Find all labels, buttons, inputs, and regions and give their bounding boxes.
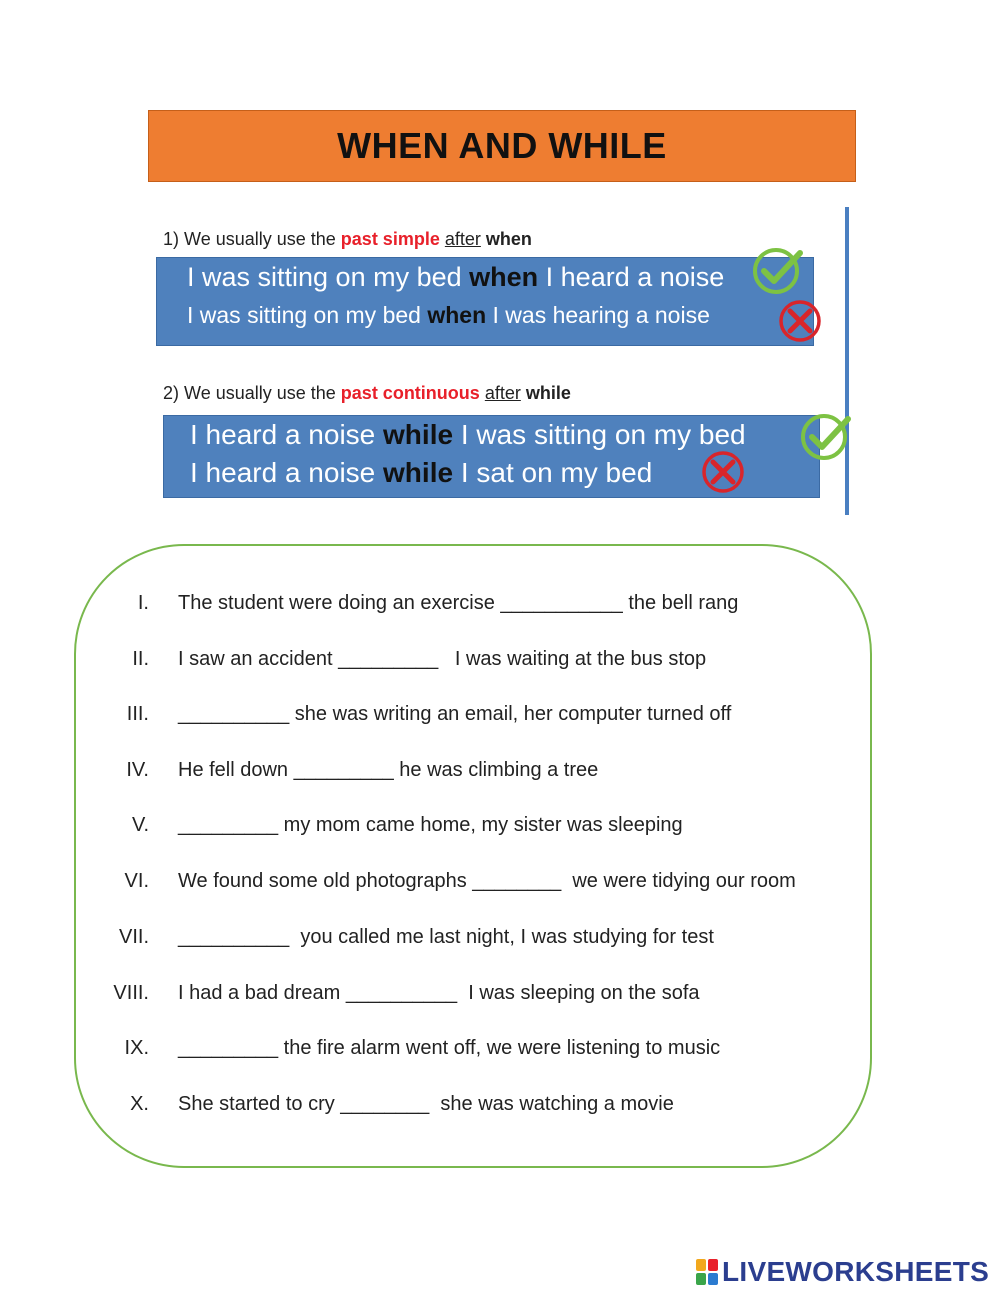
exercise-item	[76, 814, 874, 844]
title-banner	[148, 110, 856, 182]
rule-1-examples	[156, 257, 814, 346]
exercise-item	[76, 1093, 874, 1123]
example-incorrect: I heard a noise while I sat on my bed	[190, 457, 653, 488]
exercise-sentence[interactable]: __________ she was writing an email, her computer turned off	[178, 703, 732, 725]
example-correct: I heard a noise while I was sitting on my bed	[190, 419, 746, 450]
example-keyword: when	[469, 262, 539, 292]
logo-mark-icon	[696, 1259, 718, 1285]
exercise-sentence[interactable]: I saw an accident _________ I was waiting at the bus stop	[178, 648, 707, 670]
exercise-item	[76, 870, 874, 900]
exercise-item	[76, 982, 874, 1012]
exercise-number: I.	[137, 592, 149, 614]
example-correct: I was sitting on my bed when I heard a noise	[187, 262, 725, 292]
rule-number: 2)	[163, 383, 180, 403]
exercise-item	[76, 926, 874, 956]
example-keyword: while	[383, 457, 454, 488]
exercise-number: VII.	[118, 926, 149, 948]
exercise-number: II.	[132, 648, 149, 670]
rule-tense: past simple	[340, 229, 440, 249]
exercise-item	[76, 592, 874, 622]
exercise-number: V.	[131, 814, 149, 836]
example-keyword: when	[427, 302, 487, 328]
cross-icon	[778, 299, 822, 343]
exercise-panel	[74, 544, 872, 1168]
cross-icon	[701, 450, 745, 494]
rule-keyword: when	[485, 229, 532, 249]
exercise-item	[76, 1037, 874, 1067]
page-title: WHEN AND WHILE	[337, 125, 667, 166]
exercise-number: IV.	[126, 759, 149, 781]
logo-text: LIVEWORKSHEETS	[722, 1256, 990, 1287]
exercise-number: VIII.	[113, 982, 149, 1004]
rule-intro: We usually use the	[184, 383, 341, 403]
exercise-sentence[interactable]: I had a bad dream __________ I was sleeping on the sofa	[178, 982, 700, 1004]
rule-tense: past continuous	[340, 383, 480, 403]
vertical-divider	[845, 207, 849, 515]
rule-keyword: while	[525, 383, 571, 403]
check-icon	[800, 413, 852, 461]
exercise-sentence[interactable]: The student were doing an exercise ___________ the bell rang	[178, 592, 739, 614]
exercise-number: IX.	[124, 1037, 149, 1059]
rule-after: after	[444, 229, 481, 249]
rule-1-text	[163, 229, 532, 250]
exercise-item	[76, 648, 874, 678]
rule-2-text	[163, 383, 571, 404]
rule-after: after	[484, 383, 521, 403]
exercise-sentence[interactable]: He fell down _________ he was climbing a tree	[178, 759, 599, 781]
check-icon	[752, 247, 804, 295]
exercise-sentence[interactable]: We found some old photographs ________ we were tidying our room	[178, 870, 796, 892]
exercise-sentence[interactable]: _________ my mom came home, my sister was sleeping	[178, 814, 683, 836]
exercise-sentence[interactable]: She started to cry ________ she was watching a movie	[178, 1093, 674, 1115]
exercise-item	[76, 703, 874, 733]
exercise-number: VI.	[124, 870, 149, 892]
exercise-number: III.	[126, 703, 149, 725]
exercise-sentence[interactable]: __________ you called me last night, I was studying for test	[178, 926, 714, 948]
exercise-sentence[interactable]: _________ the fire alarm went off, we were listening to music	[178, 1037, 721, 1059]
liveworksheets-logo[interactable]	[696, 1256, 989, 1288]
example-incorrect: I was sitting on my bed when I was hearing a noise	[187, 302, 710, 328]
rule-intro: We usually use the	[184, 229, 341, 249]
exercise-item	[76, 759, 874, 789]
exercise-number: X.	[130, 1093, 149, 1115]
example-keyword: while	[383, 419, 454, 450]
rule-number: 1)	[163, 229, 180, 249]
